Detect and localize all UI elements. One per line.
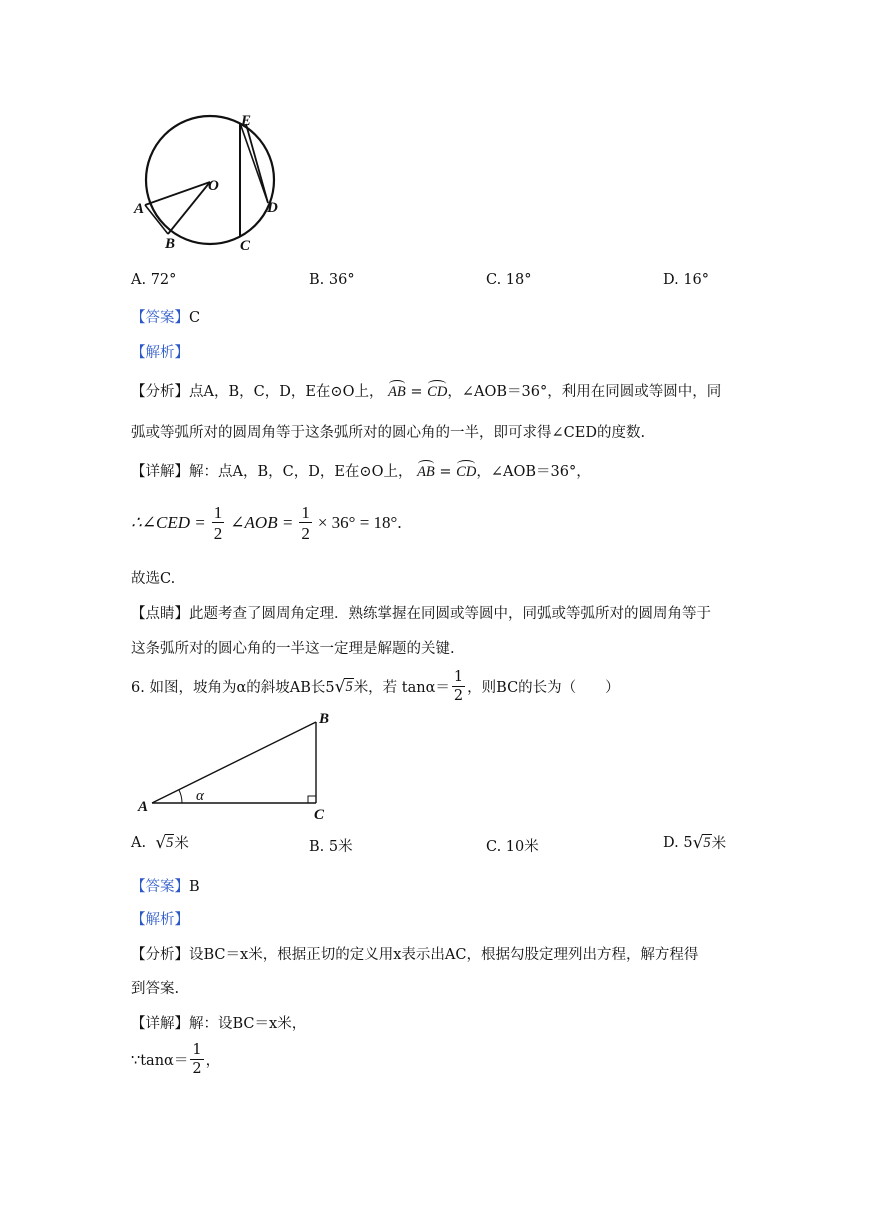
- chord-ab: [145, 205, 168, 234]
- q5-fenxi-line1: [131, 380, 721, 401]
- q5-xiangjie-line: [131, 460, 591, 481]
- fraction-half-2: [299, 504, 312, 542]
- q6-fraction-num: 1: [453, 669, 464, 685]
- fraction-half: [212, 504, 225, 542]
- dianjing-text-1: 此题考查了圆周角定理．熟练掌握在同圆或等圆中，同弧或等弧所对的圆周角等于: [189, 606, 711, 622]
- fraction-num: 1: [213, 503, 223, 522]
- q6-option-a[interactable]: [131, 832, 189, 853]
- q6-option-b[interactable]: B. 5米: [309, 839, 353, 855]
- q6-because-line: [131, 1043, 220, 1076]
- because-fraction: [190, 1043, 203, 1076]
- q5-option-d[interactable]: D. 16°: [663, 272, 710, 288]
- because-tail: ，: [205, 1053, 221, 1069]
- label-tri-c: C: [314, 807, 325, 823]
- q6-option-d[interactable]: [663, 832, 726, 853]
- q6-option-d-label: D. 5: [663, 834, 693, 851]
- sqrt-radicand-d: 5: [703, 834, 711, 851]
- arc-cd: CD: [427, 384, 448, 400]
- sqrt-sign-a: √: [155, 832, 167, 853]
- right-angle-mark: [308, 796, 316, 803]
- q5-dianjing-line1: [131, 602, 711, 623]
- equals: =: [410, 384, 423, 400]
- q5-formula: [131, 504, 402, 542]
- label-d: D: [267, 200, 278, 216]
- label-e: E: [241, 113, 252, 129]
- dianjing-tag: 【点睛】: [131, 606, 189, 622]
- label-b: B: [165, 236, 176, 252]
- q6-fenxi-text-1: 设BC＝x米，根据正切的定义用x表示出AC，根据勾股定理列出方程，解方程得: [189, 947, 699, 963]
- arc-ab-2: AB: [417, 464, 435, 480]
- q6-stem-a: 6. 如图，坡角为α的斜坡AB长5: [131, 680, 335, 696]
- q6-answer: B: [189, 879, 200, 895]
- label-a: A: [134, 201, 145, 217]
- q6-xiangjie-text: 解：设BC＝x米，: [189, 1016, 307, 1032]
- q6-stem-b: 米，若 tanα＝: [353, 680, 450, 696]
- q5-dianjing-line2: 这条弧所对的圆心角的一半这一定理是解题的关键.: [131, 641, 455, 657]
- q6-fraction-den: 2: [453, 687, 464, 704]
- side-ab: [152, 722, 316, 803]
- because-fraction-num: 1: [192, 1042, 202, 1058]
- fenxi-tag-6: 【分析】: [131, 947, 189, 963]
- formula-tail: × 36° = 18°.: [317, 513, 402, 532]
- fenxi-tag: 【分析】: [131, 384, 189, 400]
- fraction-num-2: 1: [301, 503, 310, 522]
- q6-fenxi-line1: [131, 943, 698, 964]
- arc-ab: AB: [388, 384, 406, 400]
- answer-tag: 【答案】: [131, 310, 189, 326]
- label-tri-a: A: [138, 799, 149, 815]
- arc-cd-2: CD: [456, 464, 477, 480]
- q5-option-c[interactable]: C. 18°: [486, 272, 532, 288]
- fraction-den: 2: [213, 524, 223, 543]
- fenxi-text-1b: ，∠AOB＝36°，利用在同圆或等圆中，同: [447, 384, 722, 400]
- q5-answer: C: [189, 310, 201, 326]
- q6-option-d-unit: 米: [711, 836, 727, 852]
- because-fraction-den: 2: [192, 1060, 202, 1077]
- q6-fraction: [452, 670, 465, 703]
- q5-choose: 故选C.: [131, 571, 176, 587]
- q5-answer-line: [131, 306, 200, 327]
- fraction-den-2: 2: [301, 524, 310, 543]
- sqrt-radicand-a: 5: [166, 834, 174, 851]
- q6-xiangjie-line: [131, 1012, 306, 1033]
- because-text: ∵tanα＝: [131, 1053, 189, 1069]
- q5-option-b[interactable]: B. 36°: [309, 272, 355, 288]
- answer-tag-6: 【答案】: [131, 879, 189, 895]
- q6-option-a-unit: 米: [174, 836, 189, 852]
- xiangjie-tag: 【详解】: [131, 464, 189, 480]
- q5-analysis-tag: 【解析】: [131, 345, 189, 361]
- triangle-figure: [130, 705, 350, 825]
- xiangjie-text-a: 解：点A，B，C，D，E在⊙O上，: [189, 464, 413, 480]
- fenxi-text-1a: 点A，B，C，D，E在⊙O上，: [189, 384, 384, 400]
- angle-alpha-arc: [179, 790, 182, 803]
- q6-fenxi-line2: 到答案.: [131, 981, 180, 997]
- label-tri-b: B: [319, 711, 330, 727]
- equals-2: =: [439, 464, 452, 480]
- q5-fenxi-line2: 弧或等弧所对的圆周角等于这条弧所对的圆心角的一半，即可求得∠CED的度数.: [131, 425, 646, 441]
- circle-figure: [130, 110, 300, 260]
- q6-option-a-label: A.: [131, 834, 147, 851]
- q6-stem-c: ，则BC的长为（ ）: [467, 680, 620, 696]
- q6-stem: [131, 670, 620, 703]
- formula-mid: ∠AOB =: [230, 513, 294, 532]
- xiangjie-text-b: ，∠AOB＝36°，: [476, 464, 591, 480]
- label-c: C: [240, 238, 251, 254]
- label-alpha: α: [196, 788, 204, 804]
- sqrt-sign-d: √: [692, 832, 704, 853]
- label-o: O: [208, 178, 219, 194]
- formula-therefore: ∴∠CED =: [131, 513, 206, 532]
- sqrt-radicand: 5: [345, 678, 353, 695]
- xiangjie-tag-6: 【详解】: [131, 1016, 189, 1032]
- q6-analysis-tag: 【解析】: [131, 912, 189, 928]
- q6-option-c[interactable]: C. 10米: [486, 839, 539, 855]
- q5-option-a[interactable]: A. 72°: [131, 272, 177, 288]
- sqrt-sign: √: [334, 676, 346, 697]
- q6-answer-line: [131, 875, 200, 896]
